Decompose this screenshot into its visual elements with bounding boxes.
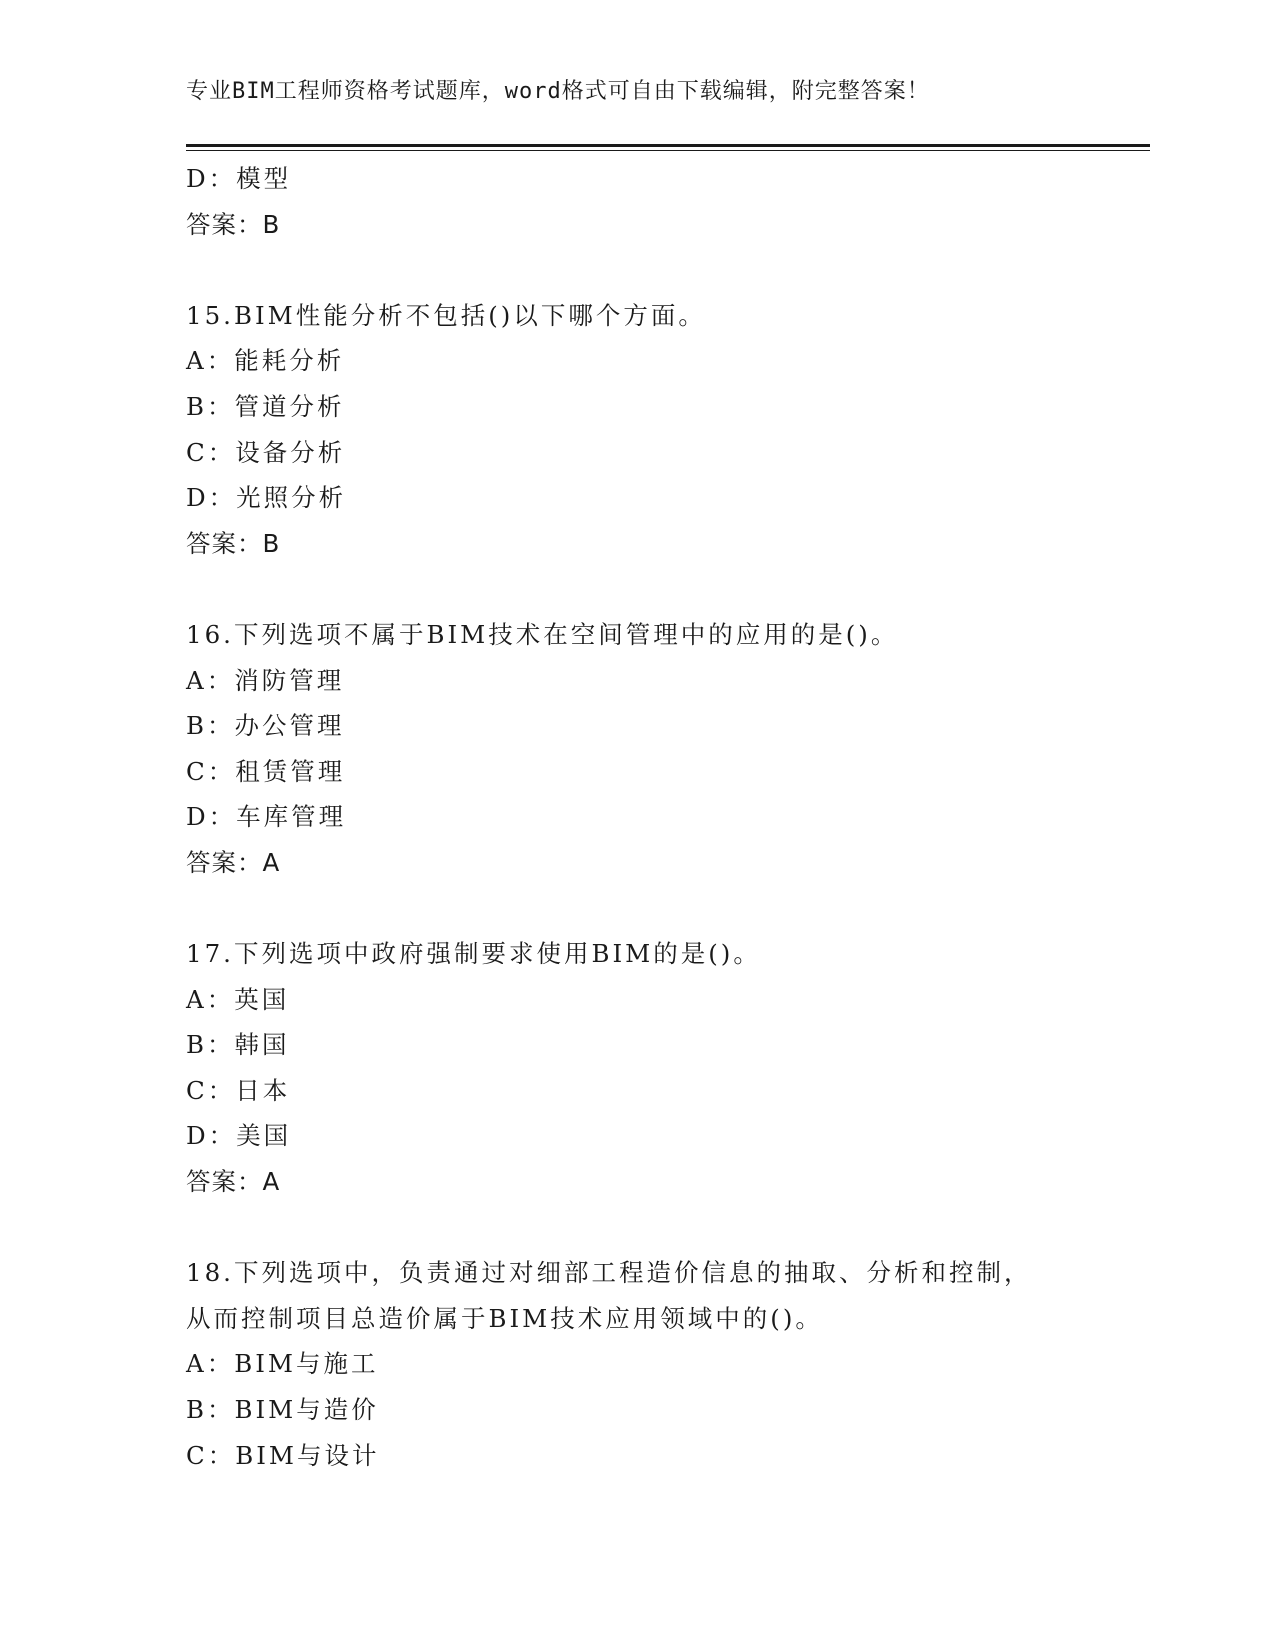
- option-c: C：日本: [186, 1075, 291, 1105]
- answer: 答案：A: [186, 1167, 281, 1197]
- option-d: D：模型: [186, 164, 292, 193]
- option-d: D：光照分析: [186, 483, 347, 513]
- answer: 答案：B: [186, 528, 281, 558]
- spacer: [186, 247, 1086, 293]
- question-content: [186, 156, 1086, 1478]
- option-b: B：BIM与造价: [186, 1395, 379, 1425]
- option-b: B：管道分析: [186, 391, 345, 421]
- option-b: B：办公管理: [186, 711, 345, 741]
- option-b: B：韩国: [186, 1030, 290, 1060]
- option-c: C：设备分析: [186, 437, 346, 467]
- option-a: A：消防管理: [186, 665, 345, 695]
- spacer: [186, 566, 1086, 612]
- question-stem: 16.下列选项不属于BIM技术在空间管理中的应用的是()。: [186, 619, 899, 649]
- question-stem: 15.BIM性能分析不包括()以下哪个方面。: [186, 300, 706, 330]
- header-rule-thin: [186, 150, 1150, 151]
- question-stem-line-2: 从而控制项目总造价属于BIM技术应用领域中的()。: [186, 1303, 823, 1333]
- answer: 答案：A: [186, 847, 281, 877]
- answer: 答案：B: [186, 209, 281, 239]
- option-c: C：BIM与设计: [186, 1440, 380, 1470]
- spacer: [186, 886, 1086, 932]
- option-a: A：BIM与施工: [186, 1349, 379, 1379]
- question-stem: 17.下列选项中政府强制要求使用BIM的是()。: [186, 939, 761, 969]
- spacer: [186, 1205, 1086, 1251]
- option-d: D：美国: [186, 1121, 292, 1151]
- option-d: D：车库管理: [186, 802, 347, 832]
- option-a: A：英国: [186, 984, 290, 1014]
- page-header: 专业BIM工程师资格考试题库，word格式可自由下载编辑，附完整答案！: [186, 79, 930, 104]
- header-rule-thick: [186, 144, 1150, 147]
- option-c: C：租赁管理: [186, 756, 346, 786]
- option-a: A：能耗分析: [186, 346, 345, 376]
- question-stem-line-1: 18.下列选项中，负责通过对细部工程造价信息的抽取、分析和控制，: [186, 1258, 1032, 1288]
